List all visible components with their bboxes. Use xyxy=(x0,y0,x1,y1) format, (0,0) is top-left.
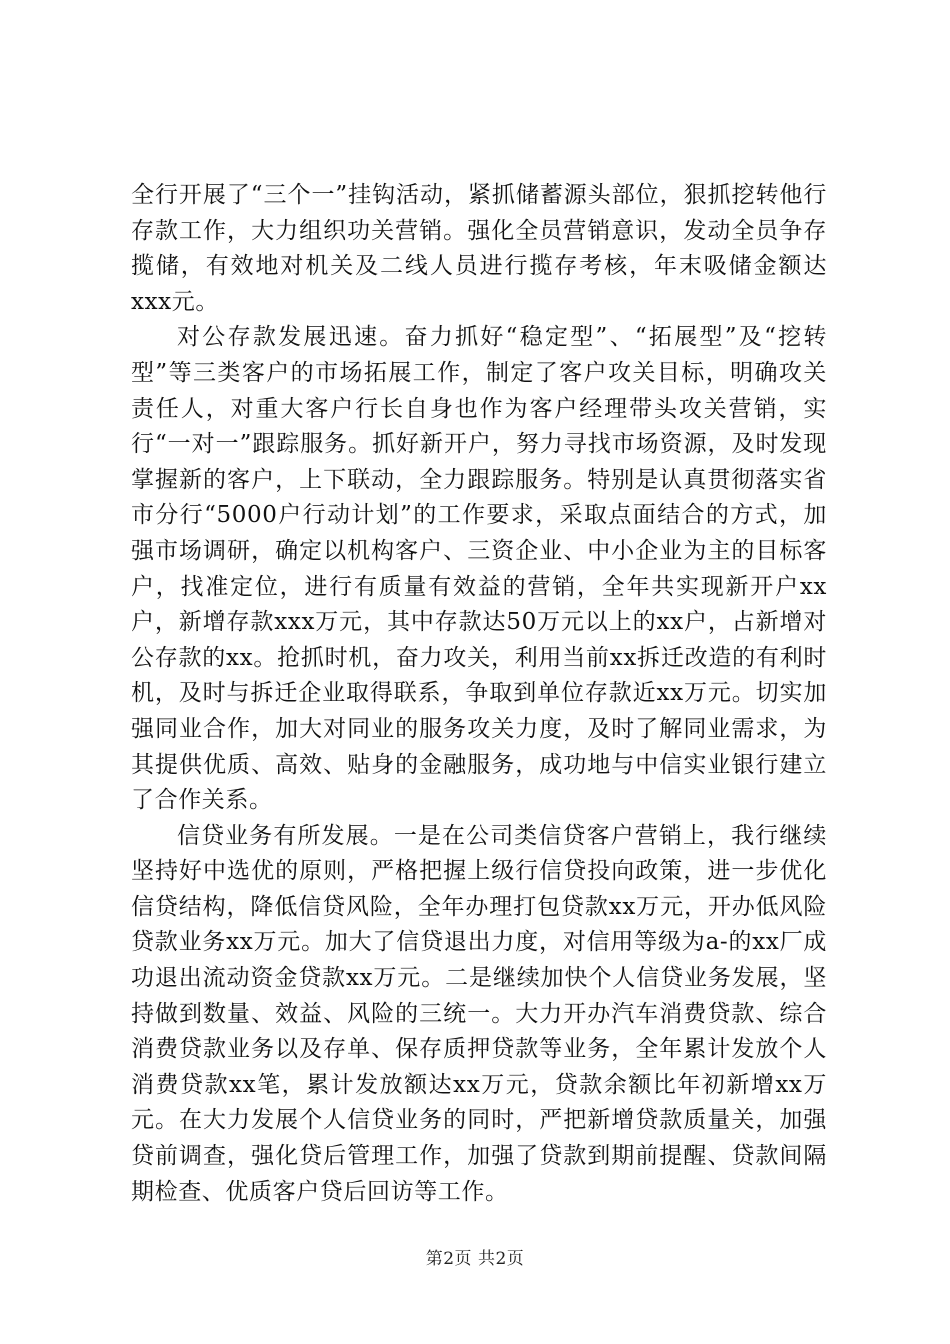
page-number-footer: 第2页 共2页 xyxy=(425,1249,525,1269)
paragraph-savings-continued: 全行开展了“三个一”挂钩活动，紧抓储蓄源头部位，狠抓挖转他行存款工作，大力组织功关营销。强化全员营销意识，发动全员争存揽储，有效地对机关及二线人员进行揽存考核，年末吸储金额达xxx元。 xyxy=(131,182,827,315)
paragraph-corporate-deposits: 对公存款发展迅速。奋力抓好“稳定型”、“拓展型”及“挖转型”等三类客户的市场拓展工作，制定了客户攻关目标，明确攻关责任人，对重大客户行长自身也作为客户经理带头攻关营销，实行“一对一”跟踪服务。抓好新开户，努力寻找市场资源，及时发现掌握新的客户，上下联动，全力跟踪服务。特别是认真贯彻落实省市分行“5000户行动计划”的工作要求，采取点面结合的方式，加强市场调研，确定以机构客户、三资企业、中小企业为主的目标客户，找准定位，进行有质量有效益的营销，全年共实现新开户xx户，新增存款xxx万元，其中存款达50万元以上的xx户，占新增对公存款的xx。抢抓时机，奋力攻关，利用当前xx拆迁改造的有利时机，及时与拆迁企业取得联系，争取到单位存款近xx万元。切实加强同业合作，加大对同业的服务攻关力度，及时了解同业需求，为其提供优质、高效、贴身的金融服务，成功地与中信实业银行建立了合作关系。 xyxy=(131,324,827,814)
paragraph-credit-business: 信贷业务有所发展。一是在公司类信贷客户营销上，我行继续坚持好中选优的原则，严格把握上级行信贷投向政策，进一步优化信贷结构，降低信贷风险，全年办理打包贷款xx万元，开办低风险贷款业务xx万元。加大了信贷退出力度，对信用等级为a-的xx厂成功退出流动资金贷款xx万元。二是继续加快个人信贷业务发展，坚持做到数量、效益、风险的三统一。大力开办汽车消费贷款、综合消费贷款业务以及存单、保存质押贷款等业务，全年累计发放个人消费贷款xx笔，累计发放额达xx万元，贷款余额比年初新增xx万元。在大力发展个人信贷业务的同时，严把新增贷款质量关，加强贷前调查，强化贷后管理工作，加强了贷款到期前提醒、贷款间隔期检查、优质客户贷后回访等工作。 xyxy=(131,822,827,1205)
document-body xyxy=(131,178,827,1210)
